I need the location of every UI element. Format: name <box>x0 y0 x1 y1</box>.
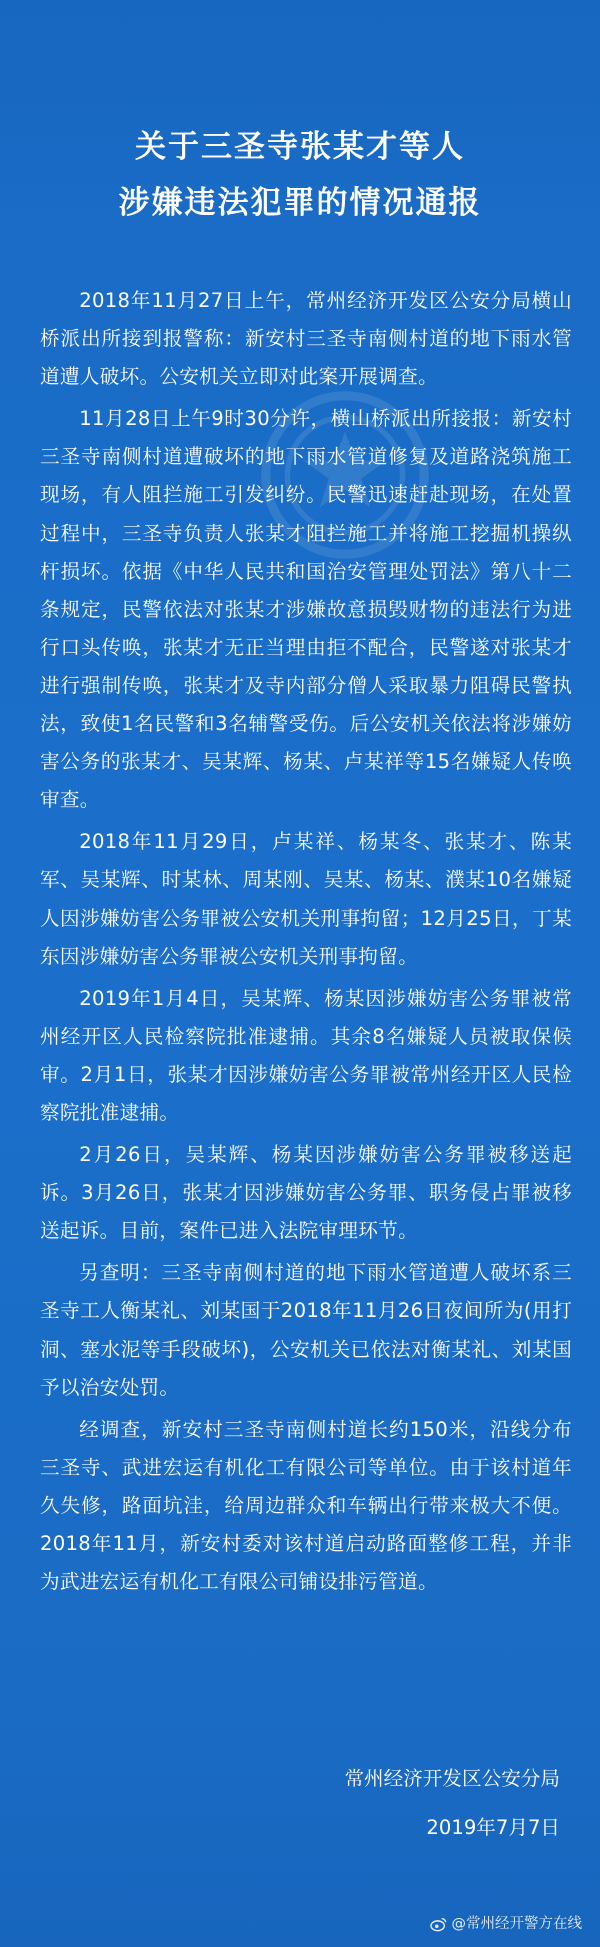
paragraph-6: 另查明：三圣寺南侧村道的地下雨水管道遭人破坏系三圣寺工人衡某礼、刘某国于2018年11月26日夜间所为(用打洞、塞水泥等手段破坏)，公安机关已依法对衡某礼、刘某国予以治安处罚。 <box>40 1261 572 1399</box>
weibo-watermark <box>430 1914 583 1934</box>
notice-body <box>40 282 572 1605</box>
notice-title-line1: 关于三圣寺张某才等人 <box>135 129 465 165</box>
weibo-handle: @常州经开警方在线 <box>451 1916 582 1932</box>
paragraph-7: 经调查，新安村三圣寺南侧村道长约150米，沿线分布三圣寺、武进宏运有机化工有限公司等单位。由于该村道年久失修，路面坑洼，给周边群众和车辆出行带来极大不便。2018年11月，新安村委对该村道启动路面整修工程，并非为武进宏运有机化工有限公司铺设排污管道。 <box>40 1417 572 1594</box>
paragraph-1: 2018年11月27日上午，常州经济开发区公安分局横山桥派出所接到报警称：新安村三圣寺南侧村道的地下雨水管道遭人破坏。公安机关立即对此案开展调查。 <box>40 289 572 389</box>
notice-title-line2: 涉嫌违法犯罪的情况通报 <box>118 185 482 221</box>
paragraph-3: 2018年11月29日，卢某祥、杨某冬、张某才、陈某军、吴某辉、时某林、周某刚、吴某、杨某、濮某10名嫌疑人因涉嫌妨害公务罪被公安机关刑事拘留；12月25日，丁某东因涉嫌妨害公务罪被公安机关刑事拘留。 <box>40 830 572 968</box>
signature-organization: 常州经济开发区公安分局 <box>344 1767 560 1790</box>
signature-date: 2019年7月7日 <box>426 1816 560 1839</box>
paragraph-4: 2019年1月4日，吴某辉、杨某因涉嫌妨害公务罪被常州经开区人民检察院批准逮捕。其余8名嫌疑人员被取保候审。2月1日，张某才因涉嫌妨害公务罪被常州经开区人民检察院批准逮捕。 <box>40 986 572 1124</box>
weibo-icon <box>430 1916 448 1932</box>
paragraph-2: 11月28日上午9时30分许，横山桥派出所接报：新安村三圣寺南侧村道遭破坏的地下雨水管道修复及道路浇筑施工现场，有人阻拦施工引发纠纷。民警迅速赶赴现场，在处置过程中，三圣寺负责人张某才阻拦施工并将施工挖掘机操纵杆损坏。依据《中华人民共和国治安管理处罚法》第八十二条规定，民警依法对张某才涉嫌故意损毁财物的违法行为进行口头传唤，张某才无正当理由拒不配合，民警遂对张某才进行强制传唤，张某才及寺内部分僧人采取暴力阻碍民警执法，致使1名民警和3名辅警受伤。后公安机关依法将涉嫌妨害公务的张某才、吴某辉、杨某、卢某祥等15名嫌疑人传唤审查。 <box>40 407 572 812</box>
paragraph-5: 2月26日，吴某辉、杨某因涉嫌妨害公务罪被移送起诉。3月26日，张某才因涉嫌妨害公务罪、职务侵占罪被移送起诉。目前，案件已进入法院审理环节。 <box>40 1143 572 1243</box>
